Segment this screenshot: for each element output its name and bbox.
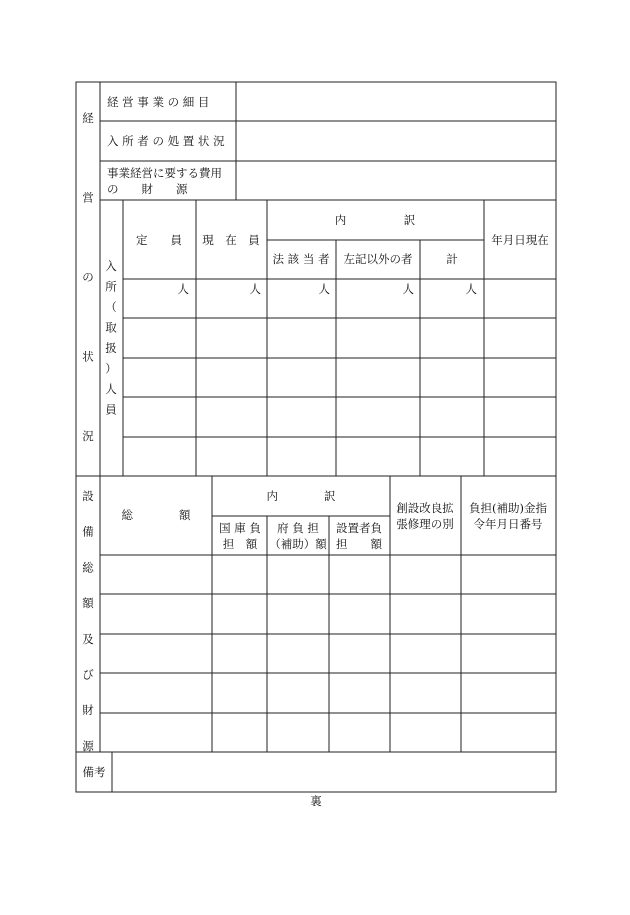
header-total-amount: 総 額: [121, 508, 191, 522]
label-business-details: 経 営 事 業 の 細 目: [107, 95, 210, 109]
svg-text:設備総額及び財源: 設備総額及び財源: [82, 489, 94, 753]
field-admission-status[interactable]: [237, 122, 555, 160]
header-national-burden-1: 国 庫 負: [219, 521, 261, 535]
header-breakdown: 内 訳: [334, 213, 416, 227]
svg-text:入所（取扱）人員: 入所（取扱）人員: [105, 259, 117, 417]
section-label-management-status: [82, 111, 94, 443]
header-as-of-date: 年月日現在: [491, 233, 549, 247]
header-construction-type-1: 創設改良拡: [396, 501, 454, 515]
header-construction-type-2: 張修理の別: [396, 517, 454, 531]
section-label-facility-total: [82, 489, 94, 753]
label-admission-status: 入 所 者 の 処 置 状 況: [107, 134, 225, 148]
header-national-burden-2: 担 額: [222, 537, 258, 551]
section-label-personnel: [105, 259, 117, 417]
field-remarks[interactable]: [113, 753, 555, 791]
header-founder-burden-2: 担 額: [336, 537, 382, 551]
header-applicable: 法 該 当 者: [272, 252, 330, 266]
header-facility-breakdown: 内 訳: [266, 489, 336, 503]
header-founder-burden-1: 設置者負: [336, 521, 382, 535]
field-funding-source[interactable]: [237, 162, 555, 199]
label-funding-line1: 事業経営に要する費用: [107, 166, 222, 180]
header-subsidy-order-1: 負担(補助)金指: [469, 501, 547, 515]
facility-cells[interactable]: [101, 556, 556, 752]
label-remarks: 備考: [82, 765, 106, 779]
personnel-cells[interactable]: [124, 280, 556, 476]
header-prefecture-burden-1: 府 負 担: [277, 521, 319, 535]
header-current: 現 在 員: [202, 233, 260, 247]
header-subsidy-order-2: 令年月日番号: [473, 517, 543, 531]
header-capacity: 定 員: [136, 233, 182, 247]
personnel-input-grid[interactable]: [124, 280, 556, 476]
header-other: 左記以外の者: [343, 252, 413, 266]
svg-text:経営の状況: 経営の状況: [82, 111, 94, 443]
label-funding-line2: の 財 源: [107, 182, 188, 196]
header-prefecture-burden-2: （補助）額: [269, 537, 327, 551]
field-business-details[interactable]: [237, 83, 555, 120]
header-total: 計: [446, 252, 458, 266]
page-side-label: 裏: [310, 794, 322, 808]
